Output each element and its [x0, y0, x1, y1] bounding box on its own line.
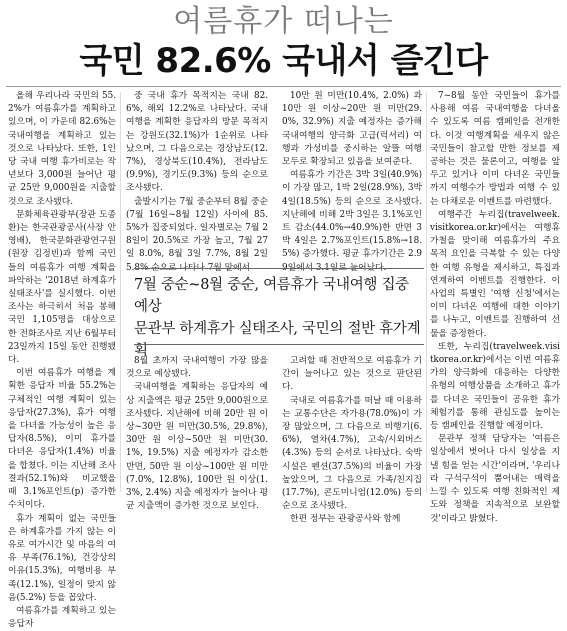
subhead-rule-top	[134, 268, 424, 269]
paragraph: 휴가 계획이 없는 국민들은 하계휴가를 가지 않는 이유로 여가시간 및 마음의 여유 부족(76.1%), 건강상의 이유(15.3%), 여행비용 부족(12.1%), 일정이 맞지 않음(5.2%) 등을 꼽았다.	[8, 513, 116, 603]
subheadline	[134, 274, 424, 362]
paragraph: 국내여행을 계획하는 응답자의 예상 지출액은 평균 25만 9,000원으로 조사됐다. 지난해에 비해 20만 원 이상~30만 원 미만(30.5%, 29.8%), 30만 원 이상~50만 원 미만(30.1%, 19.5%) 지출 예정자가 감소한 반면, 50만 원 이상~100만 원 미만(7.0%, 12.8%), 100만 원 이상(1.3%, 2.4%) 지출 예정자가 늘어나 평균 지출액이 증가한 것으로 보인다.	[126, 382, 268, 512]
paragraph: 또한, 누리집(travelweek.visitkorea.or.kr)에서는 이번 여름휴가의 양극화에 대응하는 다양한 유형의 여행상품을 소개하고 휴가를 다녀온 국민들이 공유한 휴가 체험기를 통해 관심도를 높이는 등 캠페인을 진행할 예정이다.	[430, 341, 560, 432]
subheadline-line-1: 7월 중순~8월 중순, 여름휴가 국내여행 집중 예상	[134, 277, 409, 315]
main-headline: 국민 82.6% 국내서 즐긴다	[79, 41, 488, 81]
paragraph: 여름휴가 기간은 3박 3일(40.9%)이 가장 많고, 1박 2일(28.9%), 3박 4일(18.5%) 등의 순으로 조사됐다. 지난해에 비해 2박 3일은 3.1%포인트 감소(44.0%→40.9%)한 반면 3박 4일은 2.7%포인트(15.8%→18.5%) 증가했다. 평균 휴가기간은 2.99일에서 3.1일로 늘어났다.	[282, 170, 422, 273]
paragraph: 10만 원 미만(10.4%, 2.0%) 과 10만 원 이상~20만 원 미만(29.0%, 32.9%) 지출 예정자는 증가해 국내여행의 양극화 고급(럭셔리) 여행과 가성비를 중시하는 알뜰 여행 모두로 확장되고 있음을 보여준다.	[282, 91, 422, 168]
article-column-3-bottom	[282, 355, 422, 525]
paragraph: 7~8월 동안 국민들이 휴가를 사용해 여름 국내여행을 다녀올 수 있도록 여름 캠페인을 전개한다. 이것 여행계획을 세우지 않은 국민들이 참고할 만한 정보를 제공하는 것은 물론이고, 여행을 앞두고 있거나 이미 다녀온 국민들까지 여행수가 방법과 여행 수 있는 다채로운 이벤트를 마련했다.	[430, 91, 560, 207]
column-divider	[120, 92, 121, 492]
paragraph: 출발시기는 7월 중순부터 8월 중순(7월 16일~8월 12일) 사이에 85.5%가 집중되었다. 일자별로는 7월 28일이 20.5%로 가장 높고, 7월 27일 8.0%, 8월 3일 7.7%, 8월 2일 5.8% 순으로 나타나 7월 말에서	[126, 196, 268, 273]
paragraph: 8월 초까지 국내여행이 가장 많을 것으로 예상됐다.	[126, 356, 268, 380]
paragraph: 국내로 여름휴가를 떠날 때 이용하는 교통수단은 자가용(78.0%)이 가장 많았으며, 그 다음으로 비행기(6.6%), 열차(4.7%), 고속/시외버스(4.3%) 등의 순서로 나타났다. 숙박시설은 펜션(37.5%)의 비율이 가장 높았으며, 그 다음으로 가족/친지집(17.7%), 콘도미니엄(12.0%) 등의 순으로 조사됐다.	[282, 395, 422, 512]
paragraph: 한편 정부는 관광공사와 함께	[290, 514, 401, 525]
paragraph: 중 국내 휴가 목적지는 국내 82.6%, 해외 12.2%로 나타났다. 국내여행을 계획한 응답자의 방문 목적지는 강원도(32.1%)가 1순위로 나타났으며, 그 다음으로는 경상남도(12.7%), 경상북도(10.4%), 전라남도(9.9%), 경기도(9.3%) 등의 순으로 조사됐다.	[126, 91, 268, 194]
column-divider	[426, 92, 427, 492]
article-column-1	[8, 90, 116, 630]
subheadline-line-2: 문관부 하계휴가 실태조사, 국민의 절반 휴가계획	[134, 321, 421, 359]
paragraph: 여행주간 누리집(travelweek.visitkorea.or.kr)에서는 여행휴가철을 맞이해 여름휴가의 주요 목적 요인을 극복할 수 있는 다양한 여행 유형을 제시하고, 특집과 연계하여 이벤트를 진행한다. 이 사업의 특별인 '여행 신청'에서는 이미 다녀온 여행에 대한 이야기를 나누고, 이벤트를 진행하여 선물을 증정한다.	[430, 209, 560, 339]
paragraph: 문관부 정책 담당자는 '여름은 일상에서 벗어나 다시 일상을 지낼 힘을 얻는 시간'이라며, '우리나라 구석구석이 뿜어내는 매력을 느낄 수 있도록 여행 친화적인 제도와 정책을 지속적으로 보완할 것'이라고 밝혔다.	[430, 434, 560, 524]
paragraph: 문화체육관광부(장관 도종환)는 한국관광공사(사장 안영배), 한국문화관광연구원(원장 김정빈)과 함께 국민들의 여름휴가 여행 계획을 파악하는 '2018년 하계휴가 실태조사'를 실시했다. 이번 조사는 하극히서 처음 봉해 국민 1,105명을 대상으로 한 전화조사로 지난 6월부터 23일까지 15일 동안 진행됐다.	[8, 209, 116, 366]
paragraph: 여름휴가를 계획하고 있는 응답자	[8, 605, 116, 630]
paragraph: 이번 여름휴가 여행을 계획한 응답자 비율 55.2%는 구체적인 여행 계획이 있는 응답자(27.3%), 휴가 여행을 다녀올 가능성이 높은 응답자(8.5%), 이미 휴가를 다녀온 응답자(1.4%) 비율을 합쳤다. 이는 지난해 조사 결과(52.1%)와 비교했을 때 3.1%포인트(p) 증가한 수치이다.	[8, 368, 116, 511]
article-column-3-top	[282, 90, 422, 273]
article-column-2-bottom	[126, 355, 268, 512]
paragraph: 고려할 때 전반적으로 여름휴가 기간이 늘어나고 있는 것으로 판단된다.	[282, 356, 422, 393]
article-column-4	[430, 90, 560, 524]
paragraph: 올해 우리나라 국민의 55.2%가 여름휴가를 계획하고 있으며, 이 가운데 82.6%는 국내여행을 계획하고 있는 것으로 나타났다. 또한, 1인당 국내 여행 휴가비로는 작년보다 3,000원 늘어난 평균 25만 9,000원을 지출할 것으로 조사됐다.	[8, 91, 116, 207]
header-rule	[6, 86, 561, 87]
subhead-rule-bottom	[134, 344, 424, 345]
kicker-headline: 여름휴가 떠나는	[173, 4, 394, 39]
article-column-2-top	[126, 90, 268, 273]
